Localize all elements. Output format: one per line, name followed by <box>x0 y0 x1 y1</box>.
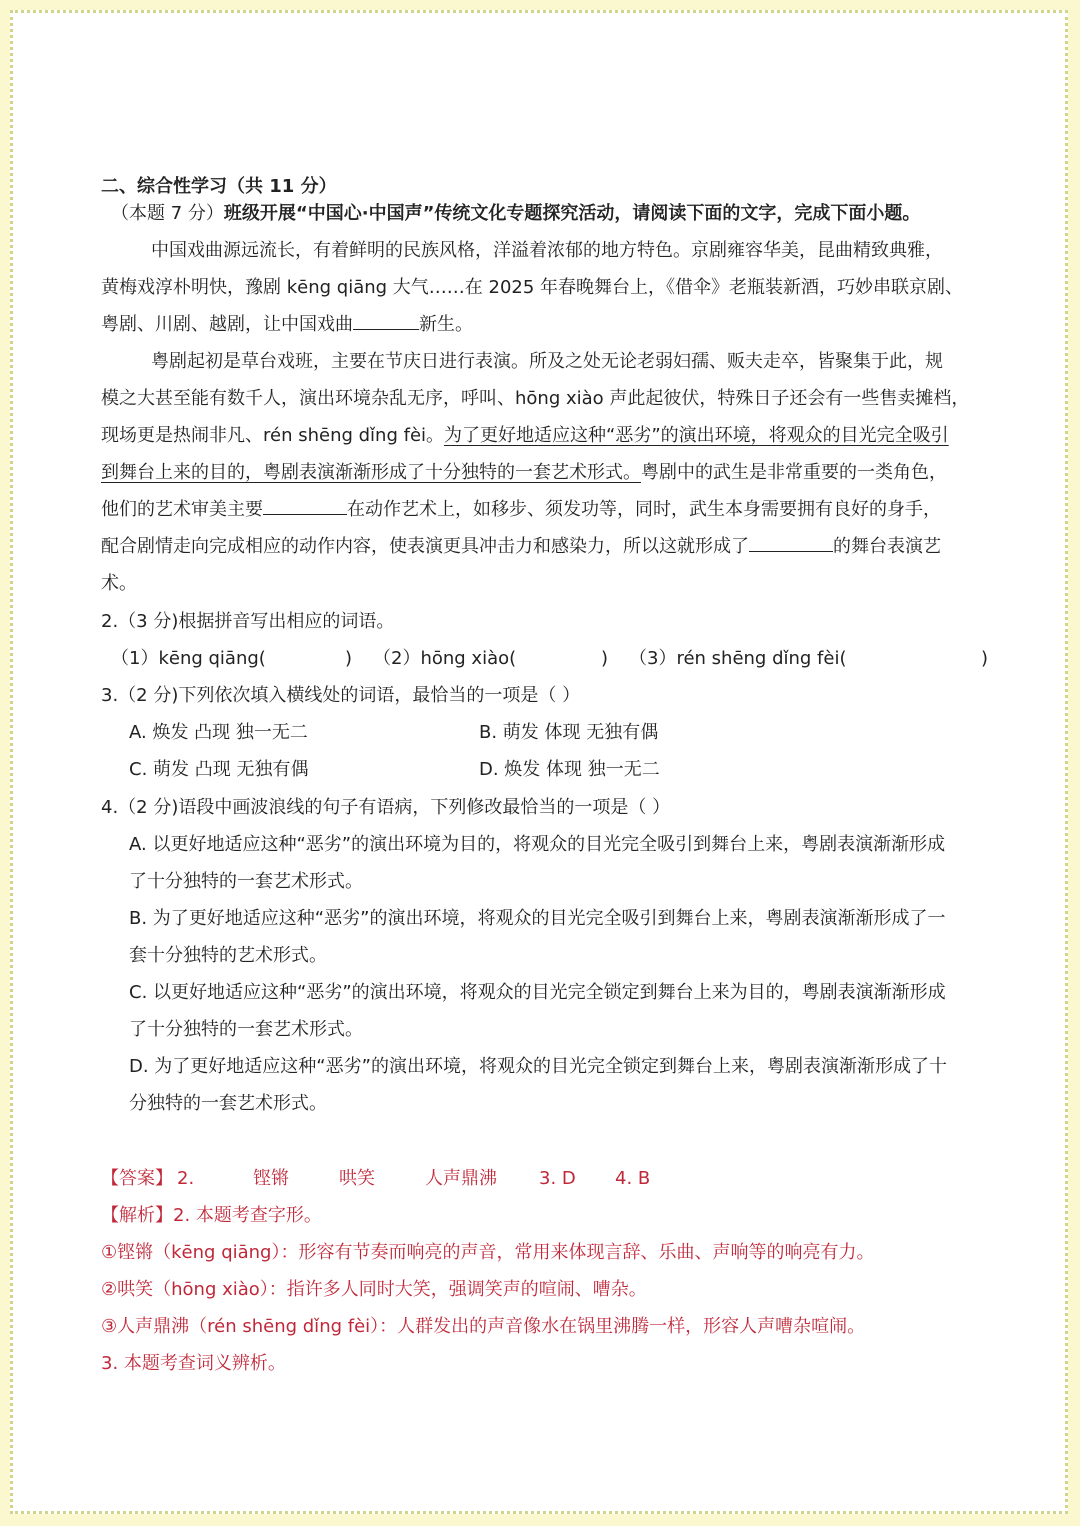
option-b: B. 为了更好地适应这种“恶劣”的演出环境，将观众的目光完全吸引到舞台上来，粤剧表演渐渐形成了一 <box>129 908 946 929</box>
fill-blank-3 <box>749 533 833 552</box>
fill-blank-1 <box>353 311 419 330</box>
option-a: A. 以更好地适应这种“恶劣”的演出环境为目的，将观众的目光完全吸引到舞台上来，粤剧表演渐渐形成 <box>129 834 946 855</box>
passage-line <box>101 459 947 487</box>
intro-score: （本题 7 分） <box>111 203 224 224</box>
fill-blank-2 <box>263 496 347 515</box>
answer-word-1: 铿锵 <box>253 1168 289 1189</box>
question-stem: 3.（2 分)下列依次填入横线处的词语，最恰当的一项是（ ） <box>101 685 581 706</box>
pinyin-item-1: （1）kēng qiāng( <box>111 648 266 669</box>
answer-q2: 2. <box>177 1168 195 1189</box>
passage-line: 模之大甚至能有数千人，演出环境杂乱无序，呼叫、hōng xiào 声此起彼伏，特殊日子还会有一些售卖摊档， <box>101 388 970 409</box>
analysis-head <box>101 1202 322 1230</box>
passage-text: 现场更是热闹非凡、rén shēng dǐng fèi。 <box>101 425 445 446</box>
analysis-entry-3: ③人声鼎沸（rén shēng dǐng fèi）：人群发出的声音像水在锅里沸腾一样，形容人声嘈杂喧闹。 <box>101 1316 866 1337</box>
passage-text: 粤剧中的武生是非常重要的一类角色， <box>641 462 947 483</box>
passage-line <box>101 533 941 561</box>
analysis-q2: 2. 本题考查字形。 <box>173 1205 322 1226</box>
passage-line: 黄梅戏淳朴明快，豫剧 kēng qiāng 大气……在 2025 年春晚舞台上，《借伞》老瓶装新酒，巧妙串联京剧、 <box>101 277 964 298</box>
option-c: C. 萌发 凸现 无独有偶 <box>129 759 309 780</box>
option-a: A. 焕发 凸现 独一无二 <box>129 722 308 743</box>
paren-close: ) <box>981 648 989 669</box>
passage-line: 粤剧起初是草台戏班，主要在节庆日进行表演。所及之处无论老弱妇孺、贩夫走卒，皆聚集于此，规 <box>151 351 943 372</box>
answer-word-3: 人声鼎沸 <box>425 1168 497 1189</box>
option-d-cont: 分独特的一套艺术形式。 <box>129 1093 327 1114</box>
analysis-q3: 3. 本题考查词义辨析。 <box>101 1353 286 1374</box>
option-b: B. 萌发 体现 无独有偶 <box>479 722 659 743</box>
option-d: D. 焕发 体现 独一无二 <box>479 759 660 780</box>
option-c-cont: 了十分独特的一套艺术形式。 <box>129 1019 363 1040</box>
pinyin-item-2: （2）hōng xiào( <box>373 648 517 669</box>
pinyin-item-3: （3）rén shēng dǐng fèi( <box>629 648 847 669</box>
paren-close: ) <box>601 648 609 669</box>
passage-line <box>101 422 949 450</box>
question-stem: 2.（3 分)根据拼音写出相应的词语。 <box>101 611 395 632</box>
question-stem: 4.（2 分)语段中画波浪线的句子有语病，下列修改最恰当的一项是（ ） <box>101 797 671 818</box>
answer-label: 【答案】 <box>101 1168 173 1189</box>
analysis-label: 【解析】 <box>101 1205 173 1226</box>
passage-line <box>101 311 473 339</box>
worksheet-page <box>10 10 1068 1514</box>
passage-line: 术。 <box>101 573 137 594</box>
passage-text: 他们的艺术审美主要 <box>101 499 263 520</box>
answer-q4: 4. B <box>615 1168 651 1189</box>
answer-word-2: 哄笑 <box>339 1168 375 1189</box>
passage-text: 粤剧、川剧、越剧，让中国戏曲 <box>101 314 353 335</box>
answer-q3: 3. D <box>539 1168 576 1189</box>
paren-close: ) <box>345 648 353 669</box>
passage-text: 新生。 <box>419 314 473 335</box>
option-d: D. 为了更好地适应这种“恶劣”的演出环境，将观众的目光完全锁定到舞台上来，粤剧表演渐渐形成了十 <box>129 1056 947 1077</box>
intro-instruction: 班级开展“中国心·中国声”传统文化专题探究活动，请阅读下面的文字，完成下面小题。 <box>223 203 921 224</box>
passage-text: 配合剧情走向完成相应的动作内容，使表演更具冲击力和感染力，所以这就形成了 <box>101 536 749 557</box>
option-a-cont: 了十分独特的一套艺术形式。 <box>129 871 363 892</box>
wavy-underlined-sentence: 到舞台上来的目的，粤剧表演渐渐形成了十分独特的一套艺术形式。 <box>101 462 641 483</box>
analysis-entry-1: ①铿锵（kēng qiāng）：形容有节奏而响亮的声音，常用来体现言辞、乐曲、声响等的响亮有力。 <box>101 1242 875 1263</box>
wavy-underlined-sentence: 为了更好地适应这种“恶劣”的演出环境，将观众的目光完全吸引 <box>444 425 949 446</box>
passage-line: 中国戏曲源远流长，有着鲜明的民族风格，洋溢着浓郁的地方特色。京剧雍容华美，昆曲精致典雅， <box>151 240 943 261</box>
option-c: C. 以更好地适应这种“恶劣”的演出环境，将观众的目光完全锁定到舞台上来为目的，粤剧表演渐渐形成 <box>129 982 946 1003</box>
analysis-entry-2: ②哄笑（hōng xiào）：指许多人同时大笑，强调笑声的喧闹、嘈杂。 <box>101 1279 647 1300</box>
passage-text: 在动作艺术上，如移步、须发功等，同时，武生本身需要拥有良好的身手， <box>347 499 941 520</box>
section-intro <box>111 200 920 228</box>
section-heading: 二、综合性学习（共 11 分） <box>101 176 337 197</box>
passage-text: 的舞台表演艺 <box>833 536 941 557</box>
passage-line <box>101 496 941 524</box>
option-b-cont: 套十分独特的艺术形式。 <box>129 945 327 966</box>
